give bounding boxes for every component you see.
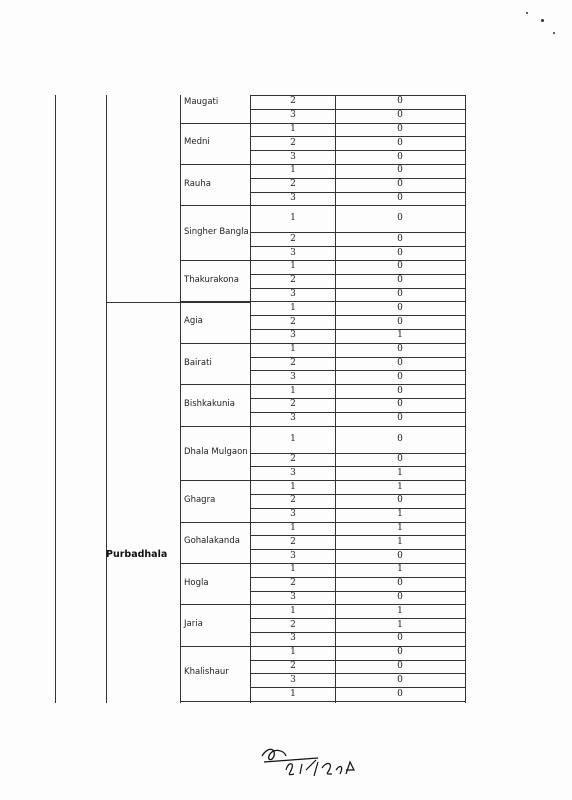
part-number: 1 xyxy=(290,481,296,492)
part-number: 2 xyxy=(290,536,296,547)
part-value: 0 xyxy=(397,289,403,299)
part-value: 0 xyxy=(397,661,403,671)
group-line xyxy=(180,563,465,564)
part-value: 0 xyxy=(397,454,403,464)
union-name: Purbadhala xyxy=(106,549,168,560)
part-value: 0 xyxy=(397,151,403,162)
table-divider-value xyxy=(335,95,336,703)
part-number: 2 xyxy=(290,275,296,286)
group-line xyxy=(180,480,465,481)
table-border-left xyxy=(55,95,56,703)
mouza-name: Khalishaur xyxy=(184,667,229,678)
part-value: 0 xyxy=(397,371,403,382)
part-number: 3 xyxy=(290,674,296,685)
group-line xyxy=(180,522,465,523)
part-number: 3 xyxy=(290,467,296,478)
part-value: 0 xyxy=(397,261,403,272)
part-number: 1 xyxy=(290,344,296,355)
part-number: 2 xyxy=(290,495,296,506)
part-value: 0 xyxy=(397,399,403,410)
mouza-name: Jaria xyxy=(184,619,203,630)
mouza-name: Maugati xyxy=(184,97,219,107)
part-value: 1 xyxy=(397,619,403,630)
part-number: 2 xyxy=(290,316,296,327)
part-number: 1 xyxy=(290,385,296,396)
part-value: 0 xyxy=(397,193,403,203)
part-number: 3 xyxy=(290,550,296,561)
part-value: 1 xyxy=(397,467,403,478)
mouza-name: Agia xyxy=(184,316,203,327)
mouza-name: Hogla xyxy=(184,577,209,588)
group-line xyxy=(180,123,465,124)
part-value: 0 xyxy=(397,124,403,134)
part-number: 2 xyxy=(290,179,296,190)
part-value: 0 xyxy=(397,688,403,699)
mouza-name: Singher Bangla xyxy=(184,226,249,237)
part-value: 1 xyxy=(397,536,403,547)
part-number: 1 xyxy=(290,605,296,616)
part-value: 0 xyxy=(397,647,403,658)
mouza-name: Bairati xyxy=(184,357,212,368)
scan-speck xyxy=(553,32,555,34)
mouza-name: Gohalakanda xyxy=(184,536,240,547)
table-bottom-line xyxy=(180,701,465,702)
group-line xyxy=(180,343,465,344)
group-line xyxy=(180,604,465,605)
scan-speck xyxy=(526,12,528,14)
part-number: 2 xyxy=(290,233,296,244)
part-number: 2 xyxy=(290,578,296,589)
part-value: 0 xyxy=(397,247,403,258)
scan-speck xyxy=(541,19,544,22)
part-value: 0 xyxy=(397,495,403,506)
mouza-name: Dhala Mulgaon xyxy=(184,446,248,457)
part-number: 2 xyxy=(290,454,296,464)
part-number: 3 xyxy=(290,193,296,203)
part-number: 2 xyxy=(290,96,296,107)
part-number: 2 xyxy=(290,358,296,368)
part-number: 1 xyxy=(290,688,296,699)
part-number: 1 xyxy=(290,165,296,176)
table-divider-part xyxy=(250,95,251,703)
part-value: 0 xyxy=(397,344,403,355)
part-value: 1 xyxy=(397,330,403,341)
part-value: 0 xyxy=(397,233,403,244)
part-number: 1 xyxy=(290,261,296,272)
mouza-name: Bishkakunia xyxy=(184,398,235,409)
part-number: 3 xyxy=(290,592,296,602)
part-value: 0 xyxy=(397,316,403,327)
part-value: 1 xyxy=(397,523,403,533)
group-line xyxy=(180,164,465,165)
group-line xyxy=(180,384,465,385)
part-value: 0 xyxy=(397,433,403,444)
group-line xyxy=(180,646,465,647)
part-value: 0 xyxy=(397,213,403,224)
part-number: 2 xyxy=(290,137,296,148)
part-value: 0 xyxy=(397,358,403,368)
part-number: 2 xyxy=(290,619,296,630)
table-divider-mouza xyxy=(180,95,181,703)
part-value: 1 xyxy=(397,509,403,520)
part-number: 3 xyxy=(290,110,296,121)
part-value: 0 xyxy=(397,179,403,190)
group-line xyxy=(180,260,465,261)
part-number: 2 xyxy=(290,661,296,671)
group-line xyxy=(180,205,465,206)
part-value: 0 xyxy=(397,633,403,644)
part-value: 0 xyxy=(397,96,403,107)
part-value: 0 xyxy=(397,550,403,561)
group-line xyxy=(250,95,465,96)
part-number: 1 xyxy=(290,302,296,313)
part-number: 1 xyxy=(290,647,296,658)
table-border-right xyxy=(465,95,466,703)
part-number: 3 xyxy=(290,413,296,424)
part-number: 3 xyxy=(290,509,296,520)
part-value: 1 xyxy=(397,481,403,492)
part-number: 3 xyxy=(290,247,296,258)
mouza-name: Rauha xyxy=(184,178,211,189)
mouza-name: Medni xyxy=(184,137,210,148)
part-number: 3 xyxy=(290,371,296,382)
part-number: 1 xyxy=(290,124,296,134)
part-number: 1 xyxy=(290,564,296,575)
mouza-name: Ghagra xyxy=(184,494,216,505)
table-divider-union xyxy=(106,95,107,703)
part-value: 0 xyxy=(397,165,403,176)
part-value: 0 xyxy=(397,592,403,602)
part-number: 1 xyxy=(290,523,296,533)
part-value: 0 xyxy=(397,413,403,424)
part-number: 3 xyxy=(290,289,296,299)
part-value: 1 xyxy=(397,605,403,616)
part-number: 3 xyxy=(290,633,296,644)
part-number: 3 xyxy=(290,330,296,341)
part-value: 0 xyxy=(397,275,403,286)
handwritten-signature xyxy=(256,740,366,782)
part-value: 0 xyxy=(397,385,403,396)
part-value: 0 xyxy=(397,578,403,589)
part-value: 1 xyxy=(397,564,403,575)
part-value: 0 xyxy=(397,110,403,121)
group-line xyxy=(180,301,465,302)
part-value: 0 xyxy=(397,674,403,685)
group-line xyxy=(180,426,465,427)
part-number: 1 xyxy=(290,213,296,224)
part-number: 2 xyxy=(290,399,296,410)
mouza-name: Thakurakona xyxy=(184,274,239,285)
part-value: 0 xyxy=(397,302,403,313)
part-number: 3 xyxy=(290,151,296,162)
part-number: 1 xyxy=(290,433,296,444)
part-value: 0 xyxy=(397,137,403,148)
